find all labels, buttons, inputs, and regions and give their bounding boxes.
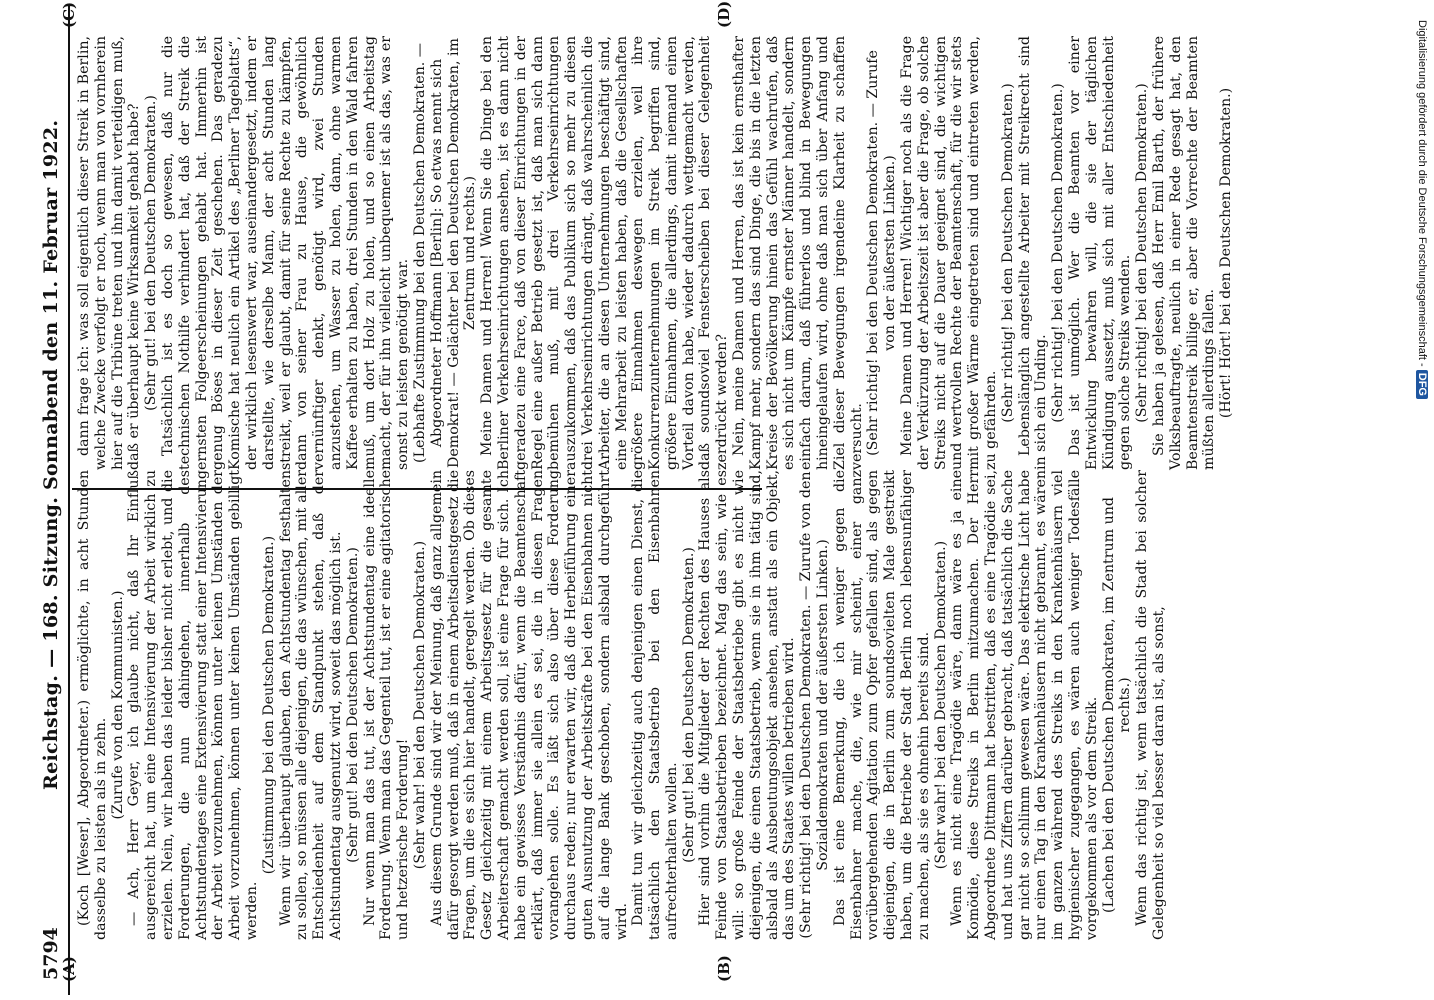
paragraph: Hier sind vorhin die Mitglieder der Rechten des Hauses als Feinde von Staatsbetrieben bezeichnet. Mag das sein, wie es will: so große Feinde der Staatsbetriebe gibt es nicht wie diejenigen, die einen Staatsbetrieb, wenn sie in ihm tätig sind, alsbald als Ausbeutungsobjekt ansehen, anstatt als ein Objekt, das um des Staates willen betrieben wird. — [697, 470, 798, 940]
interjection: (Zurufe von den Kommunisten.) — [109, 590, 126, 820]
margin-mark-c: (C) — [60, 1, 78, 28]
credit-text: Digitalisierung gefördert durch die Deutsche Forschungsgemeinschaft - — [1416, 20, 1428, 367]
interjection: (Sehr wahr! bei den Deutschen Demokraten.) — [932, 540, 949, 870]
paragraph: (Koch [Weser], Abgeordneter.) ermöglichte, in acht Stunden dasselbe zu leisten als in zehn. — [76, 470, 109, 940]
margin-mark-d: (D) — [715, 0, 733, 28]
header-rule — [68, 5, 70, 995]
paragraph: dann frage ich: was soll eigentlich dieser Streik in Berlin, welche Zwecke verfolgt er noch, wenn man von vornherein hier auf die Tribüne treten und ihn damit verteidigen muß, daß er überhaupt keine Wirksamkeit gehabt habe? — [76, 36, 143, 470]
interjection: (Sehr richtig! bei den Deutschen Demokraten. — Zurufe von der äußersten Linken.) — [865, 50, 899, 456]
paragraph: Tatsächlich ist es doch so gewesen, daß nur die technischen Nothilfe verhindert hat, daß der Streik die ernsten Folgeerscheinungen gehabt hat. Immerhin ist genug Böses in dieser Zeit geschehen. Das geradezu Komische hat neulich ein Artikel des „Berliner Tageblatts“, der wirklich lesenswert war, auseinandergesetzt, indem er darstellte, wie derselbe Mann, der acht Stunden lang streikt, weil er glaubt, damit für seine Rechte zu kämpfen, dann von seiner Frau zu Hause, die gewöhnlich vernünftiger denkt, genötigt wird, zwei Stunden anzustehen, um Wasser zu holen, dann, ohne warmen Kaffee erhalten zu haben, drei Stunden in den Wald fahren muß, um dort Holz zu holen, und so einen Arbeitstag macht, der für ihn vielleicht unbequemer ist als das, was er sonst zu leisten genötigt war. — [159, 36, 412, 470]
left-column — [76, 470, 1167, 940]
right-column — [76, 36, 1235, 470]
dfg-logo: DFG — [1416, 370, 1428, 399]
paragraph: Meine Damen und Herren! Wichtiger noch als die Frage der Verkürzung der Arbeitszeit ist aber die Frage, ob solche Streiks nicht auf die Dauer geeignet sind, die wichtigen und wertvollen Rechte der Beamtenschaft, für die wir stets mit großer Wärme eingetreten sind und eintreten werden, zu gefährden. — [899, 36, 1000, 470]
margin-mark-b: (B) — [715, 955, 733, 982]
interjection: (Sehr richtig! bei den Deutschen Demokraten.) — [1050, 83, 1067, 423]
paragraph: Lebenslänglich angestellte Arbeiter mit Streikrecht sind in sich ein Unding. — [1016, 36, 1050, 470]
interjection: (Hört! Hört! bei den Deutschen Demokraten.) — [1218, 87, 1235, 419]
paragraph: Nein, meine Damen und Herren, das ist kein ernsthafter Kampf mehr, sondern das sind Dinge, die bis in die letzten Kreise der Bevölkerung hinein das Gefühl wachrufen, daß es sich nicht um Kämpfe ernster Männer handelt, sondern einfach darum, daß führerlos und blind in Bewegungen hineingelaufen wird, ohne daß man sich über Anfang und Ziel dieser Bewegungen irgendeine Klarheit zu schaffen versucht. — [731, 36, 865, 470]
page-header — [40, 20, 62, 980]
paragraph: Wenn es nicht eine Tragödie wäre, dann wäre es ja eine Komödie, diese Streiks in Berlin mitzumachen. Der Herr Abgeordnete Dittmann hat bestritten, daß es eine Tragödie sei, und hat uns Ziffern darüber gebracht, daß tatsächlich die Sache gar nicht so schlimm gewesen wäre. Das elektrische Licht habe nur einen Tag in den Krankenhäusern nicht gebrannt, es wären im ganzen während des Streiks in den Krankenhäusern viel hygienischer zugegangen, es wären auch weniger Todesfälle vorgekommen als vor dem Streik. — [949, 470, 1100, 940]
paragraph: Sie haben ja gelesen, daß Herr Emil Barth, der frühere Volksbeauftragte, neulich in einer Rede gesagt hat, den Beamtenstreik billige er, aber die Vorrechte der Beamten müßten allerdings fallen. — [1151, 36, 1218, 470]
margin-mark-a: (A) — [60, 956, 78, 982]
paragraph: Meine Damen und Herren! Wenn Sie die Dinge bei den Berliner Verkehrseinrichtungen ansehen, ist es dann nicht geradezu eine Farce, daß von dieser Einrichtungen in der Regel eine außer Betrieb gesetzt ist, daß man sich dann bemühen muß, mit drei Verkehrseinrichtungen auszukommen, daß das Publikum sich so mehr zu diesen drei Verkehrseinrichtungen drängt, daß wahrscheinlich die Arbeiter, die an diesen Unternehmungen beschäftigt sind, eine Mehrarbeit zu leisten haben, daß die Gesellschaften größere Einnahmen deswegen erzielen, weil ihre Konkurrenzunternehmungen im Streik begriffen sind, größere Einnahmen, die allerdings, damit niemand einen Vorteil davon habe, wieder dadurch wettgemacht werden, daß soundsoviel Fensterscheiben bei dieser Gelegenheit zerdrückt werden? — [479, 36, 731, 470]
interjection: (Lachen bei den Deutschen Demokraten, im Zentrum und rechts.) — [1100, 497, 1134, 913]
digitization-credit — [1412, 20, 1428, 580]
paragraph: Damit tun wir gleichzeitig auch denjenigen einen Dienst, die tatsächlich den Staatsbetrieb bei den Eisenbahnen aufrechterhalten wollen. — [630, 470, 680, 940]
paragraph: — Ach, Herr Geyer, ich glaube nicht, daß Ihr Einfluß ausgereicht hat, um eine Intensivierung der Arbeit wirklich zu erzielen. Nein, wir haben das leider bisher nicht erlebt, und die Forderungen, die nun dahingehen, innerhalb des Achtstundentages eine Extensivierung statt einer Intensivierung der Arbeit vorzunehmen, können unter keinen Umständen der Arbeit vorzunehmen, können unter keinen Umständen gebilligt werden. — [126, 470, 260, 940]
paragraph: Das ist eine Bemerkung, die ich weniger gegen die Eisenbahner mache, die, wie mir scheint, einer ganz vorübergehenden Agitation zum Opfer gefallen sind, als gegen diejenigen, die in Berlin zum soundsovielten Male gestreikt haben, um die Betriebe der Stadt Berlin noch lebensunfähiger zu machen, als sie es ohnehin bereits sind. — [831, 470, 932, 940]
interjection: (Sehr richtig! bei den Deutschen Demokraten.) — [1134, 83, 1151, 423]
paragraph: Wenn wir überhaupt glauben, den Achtstundentag festhalten zu sollen, so müssen alle diejenigen, die das wünschen, mit aller Entschiedenheit auf dem Standpunkt stehen, daß der Achtstundentag ausgenutzt wird, soweit das möglich ist. — [277, 470, 344, 940]
interjection: (Sehr gut! bei den Deutschen Demokraten.) — [344, 547, 361, 863]
interjection: (Sehr gut! bei den Deutschen Demokraten.) — [143, 95, 160, 411]
interjection: (Sehr gut! bei den Deutschen Demokraten.) — [680, 547, 697, 863]
interjection: (Sehr richtig! bei den Deutschen Demokraten. — Zurufe von den Sozialdemokraten und der äußersten Linken.) — [798, 471, 832, 939]
interjection: (Sehr richtig! bei den Deutschen Demokraten.) — [999, 83, 1016, 423]
interjection: (Lebhafte Zustimmung bei den Deutschen Demokraten. — Abgeordneter Hoffmann [Berlin]: So etwas nennt sich Demokrat! — Gelächter bei den Deutschen Demokraten, im Zentrum und rechts.) — [411, 38, 479, 468]
interjection: (Zustimmung bei den Deutschen Demokraten.) — [260, 535, 277, 875]
paragraph: Das ist unmöglich. Wer die Beamten vor einer Entwicklung bewahren will, die sie der täglichen Kündigung aussetzt, muß sich mit aller Entschiedenheit gegen solche Streiks wenden. — [1067, 36, 1134, 470]
paragraph: Wenn das richtig ist, wenn tatsächlich die Stadt bei solcher Gelegenheit so viel besser daran ist, als sonst, — [1134, 470, 1167, 940]
page-title: Reichstag. — 168. Sitzung. Sonnabend den 11. Februar 1922. — [40, 119, 62, 790]
paragraph: Nur wenn man das tut, ist der Achtstundentag eine ideelle Forderung. Wenn man das Gegenteil tut, ist er eine agitatorische und hetzerische Forderung! — [361, 470, 412, 940]
paragraph: Aus diesem Grunde sind wir der Meinung, daß ganz allgemein dafür gesorgt werden muß, daß in einem Arbeitsdienstgesetz die Fragen, um die es sich hier handelt, geregelt werden. Ob dieses Gesetz gleichzeitig mit einem Arbeitsgesetz für die gesamte Arbeiterschaft gemacht werden soll, ist eine Frage für sich. Ich habe ein gewisses Verständnis dafür, wenn die Beamtenschaft erklärt, daß immer sie allein es sei, die in diesen Fragen vorangehen solle. Es läßt sich also über diese Forderung durchaus reden; nur erwarten wir, daß die Herbeiführung einer guten Ausnutzung der Arbeitskräfte bei den Eisenbahnen nicht auf die lange Bank geschoben, sondern alsbald durchgeführt wird. — [428, 470, 630, 940]
page-number: 5794 — [40, 927, 62, 980]
interjection: (Sehr wahr! bei den Deutschen Demokraten.) — [411, 540, 428, 870]
